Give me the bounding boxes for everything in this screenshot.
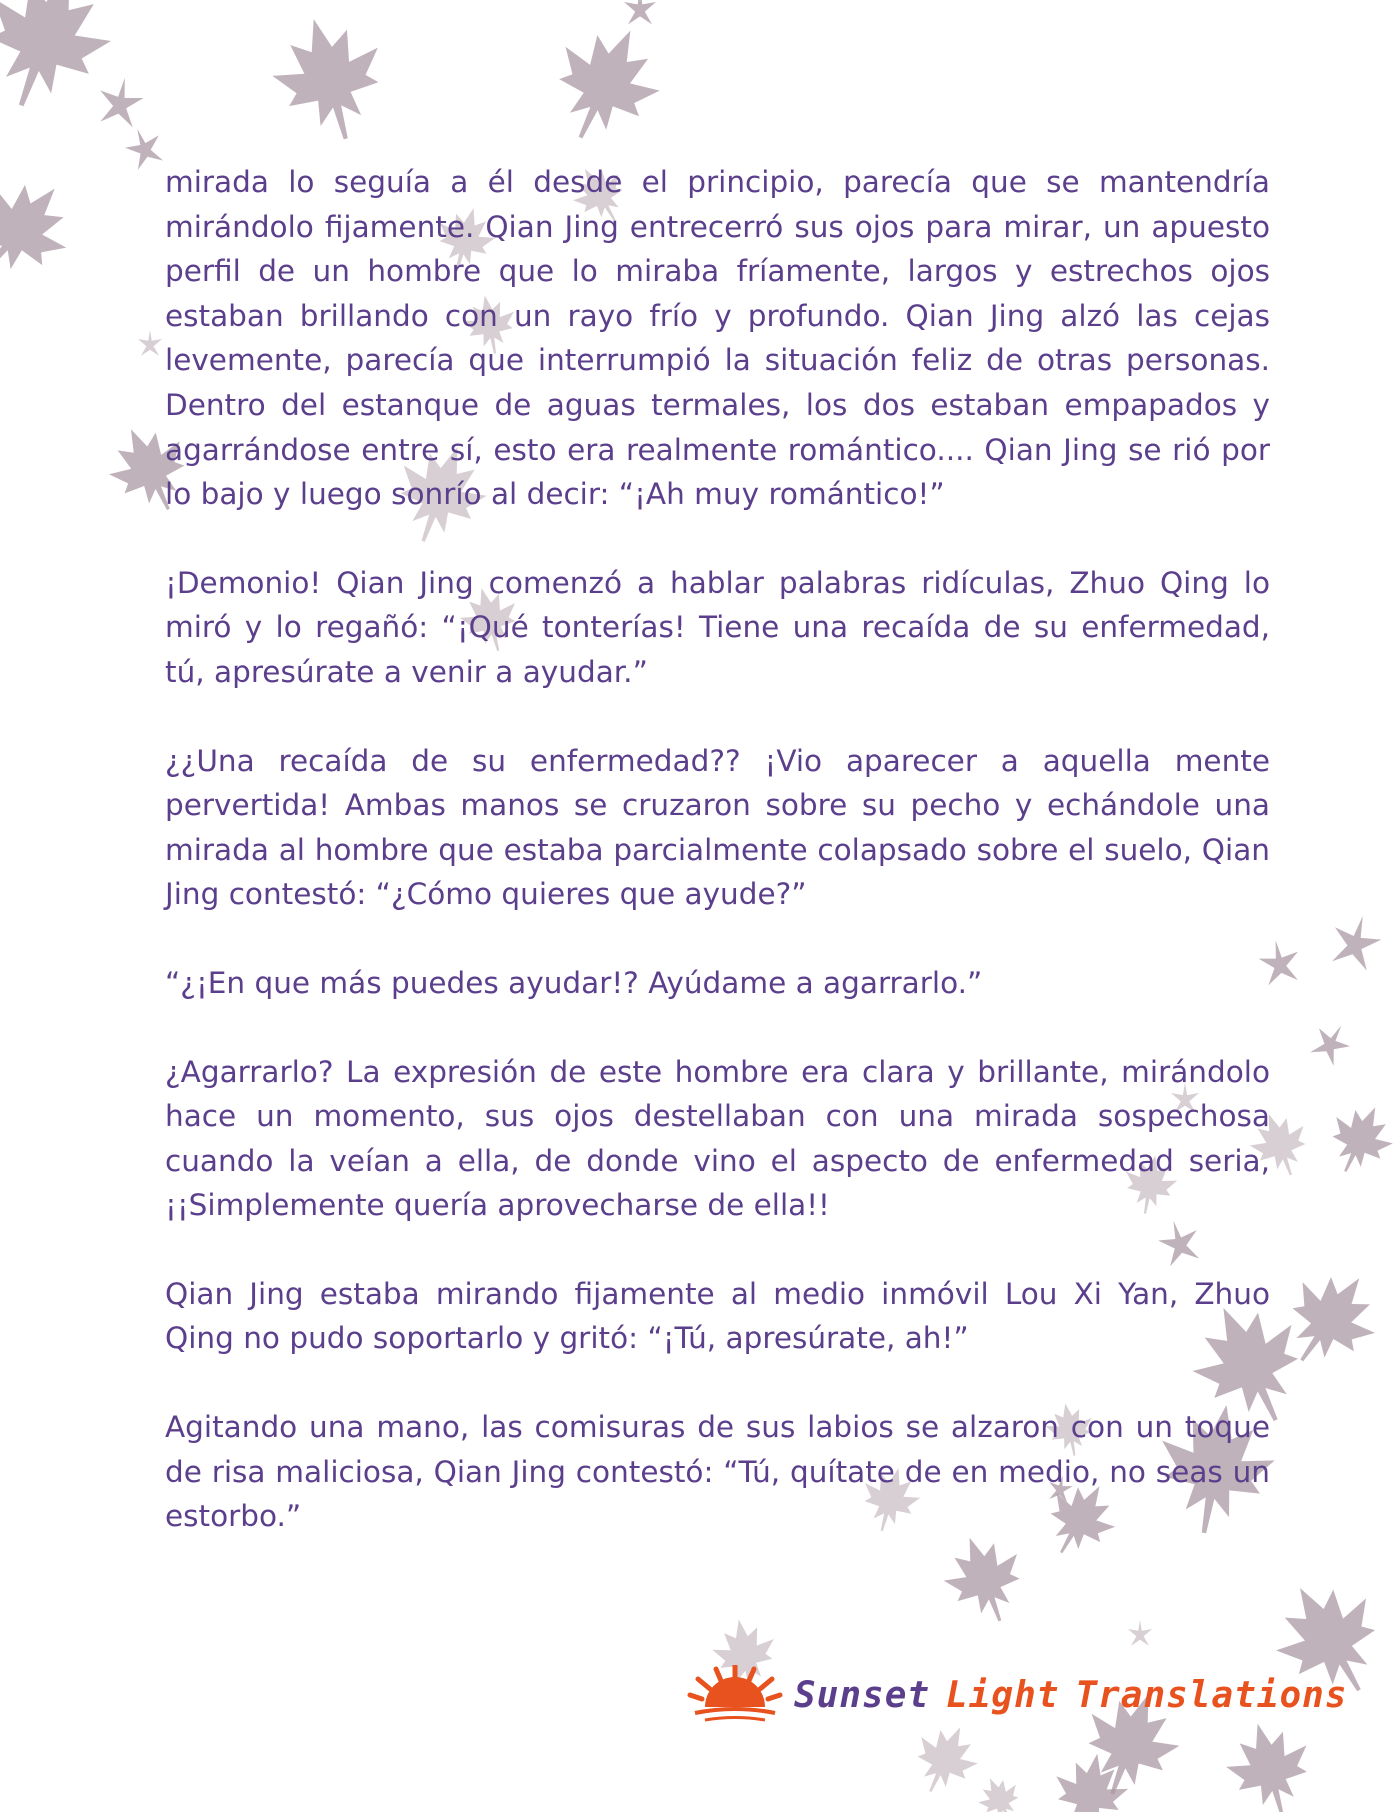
paragraph: ¿¿Una recaída de su enfermedad?? ¡Vio aparecer a aquella mente pervertida! Ambas manos se cruzaron sobre su pecho y echándole una mirada al hombre que estaba parcialmente colapsado sobre el suelo, Qian Jing contestó: “¿Cómo quieres que ayude?”: [165, 743, 1270, 912]
maple-leaf-icon: [0, 159, 91, 301]
maple-leaf-icon: [261, 5, 399, 153]
maple-leaf-icon: [1326, 910, 1386, 972]
paragraph: ¡Demonio! Qian Jing comenzó a hablar palabras ridículas, Zhuo Qing lo miró y lo regañó: “¡Qué tonterías! Tiene una recaída de su enfermedad, tú, apresúrate a venir a ayudar.”: [165, 565, 1270, 689]
maple-leaf-icon: [95, 74, 147, 128]
maple-leaf-icon: [0, 0, 128, 127]
maple-leaf-icon: [120, 123, 167, 172]
maple-leaf-icon: [1128, 1620, 1152, 1646]
maple-leaf-icon: [138, 330, 162, 356]
maple-leaf-icon: [533, 9, 677, 160]
paragraph: “¿¡En que más puedes ayudar!? Ayúdame a agarrarlo.”: [165, 965, 983, 1000]
maple-leaf-icon: [1317, 1094, 1400, 1185]
paragraph: Agitando una mano, las comisuras de sus labios se alzaron con un toque de risa maliciosa, Qian Jing contestó: “Tú, quítate de en medio, no seas un estorbo.”: [165, 1410, 1270, 1534]
sunset-sun-icon: [680, 1665, 790, 1725]
paragraph: ¿Agarrarlo? La expresión de este hombre era clara y brillante, mirándolo hace un momento, sus ojos destellaban con una mirada sospechosa cuando la veían a ella, de donde vino el aspecto de enfermedad seria, ¡¡Simplemente quería aprovecharse de ella!!: [165, 1054, 1270, 1223]
maple-leaf-icon: [624, 0, 656, 24]
logo-word-translations: Translations: [1075, 1674, 1348, 1716]
translator-logo: [680, 1660, 1348, 1730]
logo-word-sunset: Sunset: [794, 1674, 931, 1716]
paragraph: mirada lo seguía a él desde el principio, parecía que se mantendría mirándolo fijamente. Qian Jing entrecerró sus ojos para mirar, un apuesto perfil de un hombre que lo miraba fríamente, largos y estrechos ojos estaban brillando con un rayo frío y profundo. Qian Jing alzó las cejas levemente, parecía que interrumpió la situación feliz de otras personas. Dentro del estanque de aguas termales, los dos estaban empapados y agarrándose entre sí, esto era realmente romántico.... Qian Jing se rió por lo bajo y luego sonrío al decir: “¡Ah muy romántico!”: [165, 165, 1270, 512]
logo-word-light: Light: [946, 1674, 1060, 1716]
document-body: [165, 160, 1270, 1583]
paragraph: Qian Jing estaba mirando fijamente al medio inmóvil Lou Xi Yan, Zhuo Qing no pudo soportarlo y gritó: “¡Tú, apresúrate, ah!”: [165, 1276, 1270, 1356]
maple-leaf-icon: [1306, 1017, 1357, 1069]
maple-leaf-icon: [971, 1769, 1029, 1812]
